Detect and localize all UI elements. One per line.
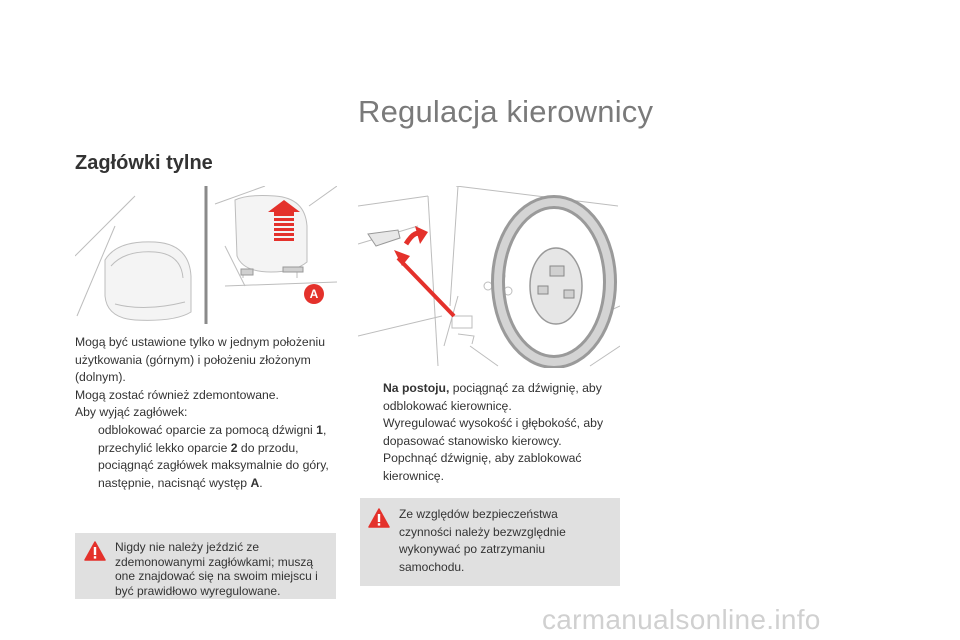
list-item: Popchnąć dźwignię, aby zablokować kierownicę. bbox=[383, 451, 582, 483]
headrest-steps-list bbox=[75, 422, 345, 492]
watermark: carmanualsonline.info bbox=[542, 604, 821, 635]
page-title: Regulacja kierownicy bbox=[358, 94, 654, 129]
marker-a-label: A bbox=[309, 287, 319, 301]
list-item: pociągnąć zagłówek maksymalnie do góry, bbox=[98, 458, 329, 473]
warning-box-steering bbox=[360, 498, 620, 586]
list-item: Wyregulować wysokość i głębokość, aby dopasować stanowisko kierowcy. bbox=[383, 416, 604, 448]
paragraph: Mogą być ustawione tylko w jednym położeniu użytkowania (górnym) i położeniu złożonym (dolnym). bbox=[75, 335, 325, 385]
warning-icon bbox=[84, 541, 106, 561]
paragraph: Aby wyjąć zagłówek: bbox=[75, 405, 188, 420]
steering-steps-list bbox=[360, 380, 625, 486]
warning-icon bbox=[368, 508, 390, 528]
warning-box-headrest bbox=[75, 533, 336, 599]
list-item: Na postoju, pociągnąć za dźwignię, aby odblokować kierownicę. bbox=[383, 381, 602, 413]
warning-text: Nigdy nie należy jeździć ze zdemonowanymi zagłówkami; muszą one znajdować się na swoim miejscu i być prawidłowo wyregulowane. bbox=[115, 540, 318, 598]
headrest-instructions bbox=[75, 334, 345, 492]
steering-instructions bbox=[360, 380, 625, 486]
section-heading: Zagłówki tylne bbox=[75, 152, 213, 174]
list-item: odblokować oparcie za pomocą dźwigni 1, bbox=[98, 422, 327, 437]
paragraph: Mogą zostać również zdemontowane. bbox=[75, 387, 279, 402]
list-item: następnie, nacisnąć występ A. bbox=[98, 475, 263, 490]
steering-wheel-illustration bbox=[358, 186, 620, 368]
headrest-illustration bbox=[75, 186, 337, 324]
list-item: przechylić lekko oparcie 2 do przodu, bbox=[98, 440, 299, 455]
warning-text: Ze względów bezpieczeństwa czynności należy bezwzględnie wykonywać po zatrzymaniu samochodu. bbox=[399, 507, 566, 574]
